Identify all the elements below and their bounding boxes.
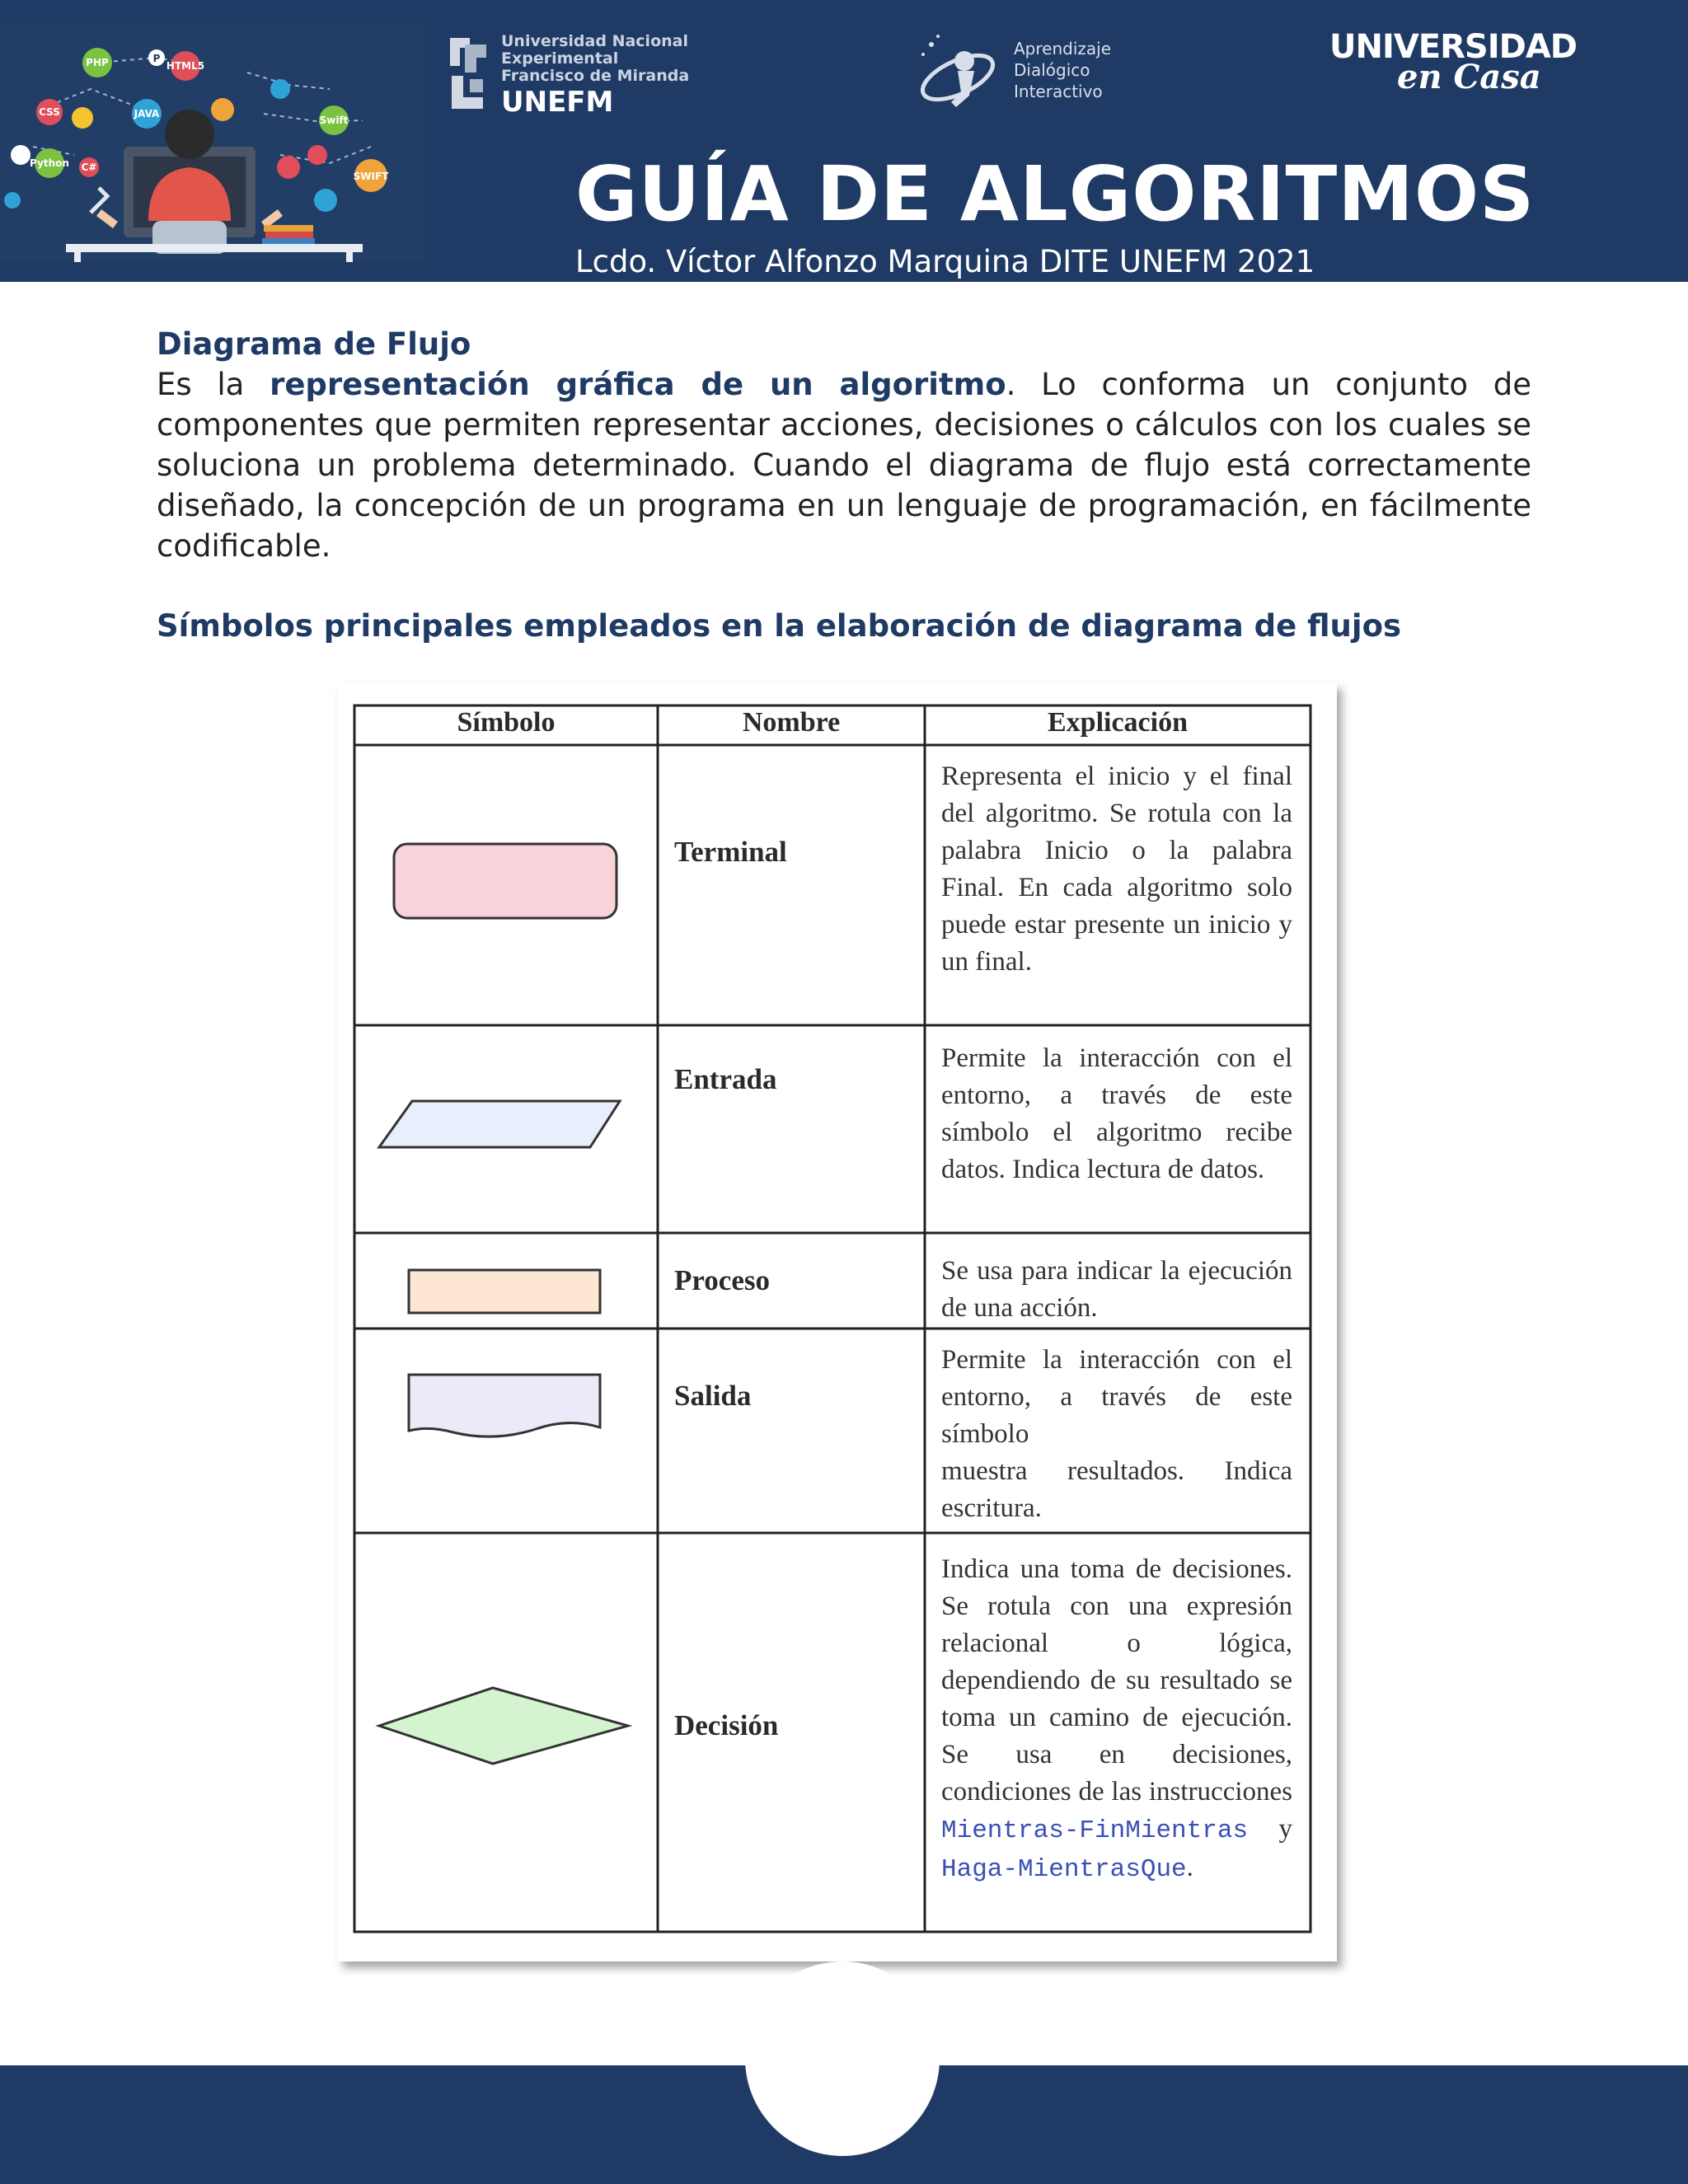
badge-label: Python	[30, 157, 69, 169]
ada-emblem-icon	[915, 28, 1006, 119]
badge-label: Swift	[319, 115, 349, 126]
row-name-salida: Salida	[674, 1380, 752, 1412]
programmer-illustration	[0, 23, 424, 262]
flowchart-symbols-table	[338, 682, 1337, 1961]
row-name-proceso: Proceso	[674, 1264, 770, 1296]
terminal-symbol	[394, 844, 617, 918]
ada-line: Interactivo	[1014, 82, 1103, 101]
badge-label: HTML5	[166, 60, 205, 72]
badge-label: CSS	[39, 106, 60, 118]
intro-paragraph	[157, 364, 1531, 566]
paragraph-post: . Lo conforma un conjunto de componentes que permiten representar acciones, decisiones o cálculos con los cuales se soluciona un problema determinado. Cuando el diagrama de flujo está correctamente diseñado, la concepción de un programa en un lenguaje de programación, en fácilmente codificable.	[157, 367, 1531, 564]
badge-label: C#	[81, 162, 97, 173]
salida-line: muestra resultados. Indica escritura.	[941, 1456, 1292, 1523]
output-symbol	[409, 1375, 600, 1436]
code-haga: Haga-MientrasQue	[941, 1855, 1187, 1884]
footer-page-circle	[745, 1961, 940, 2156]
document-title: GUÍA DE ALGORITMOS	[575, 150, 1536, 238]
row-explanation-decision	[941, 1551, 1292, 1888]
process-symbol	[409, 1270, 600, 1313]
institution-acronym: UNEFM	[501, 86, 614, 119]
paragraph-highlight: representación gráfica de un algoritmo	[270, 367, 1006, 402]
row-name-decision: Decisión	[674, 1709, 779, 1741]
row-name-entrada: Entrada	[674, 1063, 777, 1095]
ada-line: Aprendizaje	[1014, 39, 1112, 59]
ada-logo	[915, 28, 1129, 119]
row-name-terminal: Terminal	[674, 836, 787, 868]
table-header-symbol: Símbolo	[457, 707, 556, 738]
decision-text-mid: y	[1248, 1814, 1292, 1844]
institution-line: Experimental	[501, 49, 619, 68]
document-subtitle: Lcdo. Víctor Alfonzo Marquina DITE UNEFM 2021	[575, 244, 1315, 279]
table-header-explanation: Explicación	[1047, 707, 1189, 738]
institution-line: Universidad Nacional	[501, 32, 688, 50]
row-explanation-entrada: Permite la interacción con el entorno, a través de este símbolo el algoritmo recibe datos. Indica lectura de datos.	[941, 1043, 1292, 1184]
row-explanation-proceso: Se usa para indicar la ejecución de una acción.	[941, 1256, 1292, 1323]
salida-line: Permite la interacción con el entorno, a través de este símbolo	[941, 1345, 1292, 1449]
badge-label: SWIFT	[353, 171, 389, 182]
universidad-en-casa-logo	[1323, 28, 1577, 102]
unefm-logo	[445, 31, 709, 119]
decision-text: Indica una toma de decisiones. Se rotula con una expresión relacional o lógica, dependiendo de su resultado se toma un camino de ejecución. Se usa en decisiones, condiciones de las instrucciones	[941, 1554, 1292, 1807]
row-explanation-salida	[941, 1342, 1292, 1527]
paragraph-pre: Es la	[157, 367, 270, 402]
decision-symbol	[379, 1688, 628, 1764]
row-explanation-terminal: Representa el inicio y el final del algoritmo. Se rotula con la palabra Inicio o la palabra Final. En cada algoritmo solo puede estar presente un inicio y un final.	[941, 762, 1292, 977]
ada-line: Dialógico	[1014, 60, 1090, 80]
symbols-title: Símbolos principales empleados en la elaboración de diagrama de flujos	[157, 608, 1402, 644]
input-symbol	[379, 1101, 620, 1147]
badge-label: P	[152, 53, 161, 64]
badge-label: JAVA	[134, 108, 160, 120]
institution-line: Francisco de Miranda	[501, 67, 690, 85]
table-header-name: Nombre	[742, 707, 841, 738]
unefm-emblem-icon	[445, 33, 495, 115]
uc-top-text: UNIVERSIDAD	[1329, 28, 1577, 66]
badge-label: PHP	[86, 57, 109, 68]
uc-bottom-text: en Casa	[1397, 58, 1541, 96]
code-mientras: Mientras-FinMientras	[941, 1816, 1249, 1845]
decision-text-end: .	[1186, 1853, 1193, 1882]
section-title: Diagrama de Flujo	[157, 326, 471, 362]
page-header	[0, 0, 1688, 282]
